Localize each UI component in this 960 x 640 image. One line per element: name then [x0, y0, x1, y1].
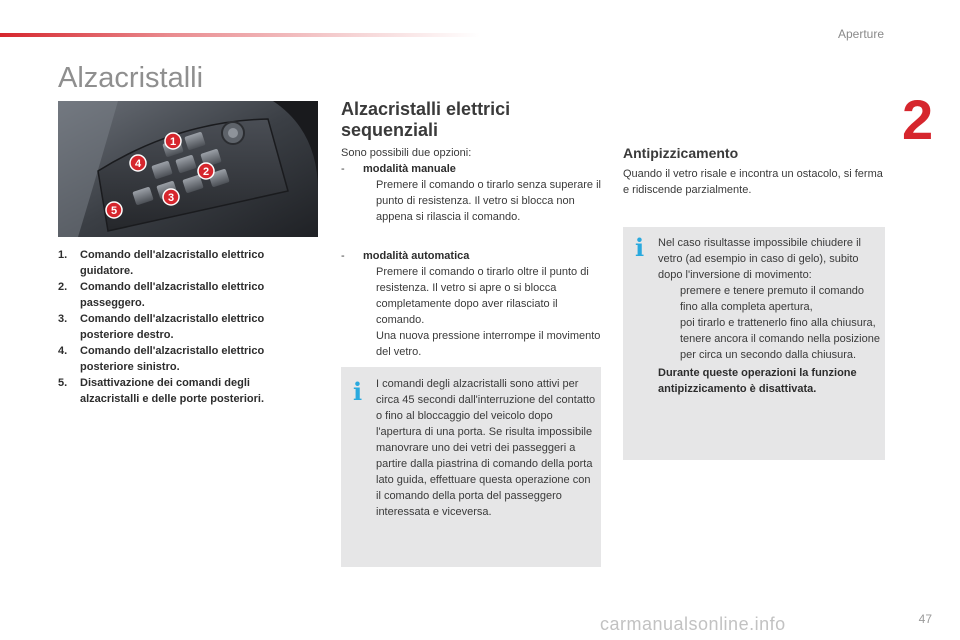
info-box-timeout [341, 367, 601, 567]
watermark: carmanualsonline.info [600, 614, 786, 634]
anti-pinch-step: poi tirarlo e trattenerlo fino alla chiusura, [658, 315, 882, 331]
door-switch-illustration [58, 101, 318, 237]
bullet-icon [363, 177, 376, 225]
legend-item: 4. Comando dell'alzacristallo elettrico posteriore sinistro. [58, 345, 265, 373]
callout-4 [130, 155, 146, 171]
section-label: Aperture [837, 27, 884, 41]
bullet-icon [658, 331, 680, 363]
legend-item: 5. Disattivazione dei comandi degli alzacristalli e delle porte posteriori. [58, 377, 265, 405]
bullet-icon [363, 328, 376, 360]
bullet-icon [363, 264, 376, 328]
auto-step: Una nuova pressione interrompe il movimento del vetro. [341, 328, 601, 360]
anti-pinch-step: premere e tenere premuto il comando fino alla completa apertura, [658, 283, 882, 315]
callout-2 [198, 163, 214, 179]
auto-mode-label: modalità automatica [363, 250, 470, 262]
page-title: Alzacristalli [58, 62, 204, 94]
info-text: I comandi degli alzacristalli sono attivi per circa 45 secondi dall'interruzione del contatto o fino al bloccaggio del veicolo dopo l'apertura di una porta. Se risulta impossibile manovrare uno dei vetri dei passeggeri a partire dalla piastrina di comando della porta lato guida, effettuare questa operazione con il comando della porta del passeggero interessata e viceversa. [376, 378, 596, 518]
info-icon: i [353, 377, 363, 406]
page-number: 47 [918, 612, 932, 626]
door-switch-photo [58, 101, 318, 237]
manual-step: Premere il comando o tirarlo senza superare il punto di resistenza. Il vetro si blocca non appena si rilascia il comando. [341, 177, 601, 225]
info-warning: Durante queste operazioni la funzione antipizzicamento è disattivata. [658, 367, 857, 395]
info-icon: i [635, 233, 645, 262]
callout-5 [106, 202, 122, 218]
anti-pinch-title: Antipizzicamento [623, 145, 739, 161]
svg-text:2: 2 [202, 166, 210, 178]
bullet-icon [658, 283, 680, 315]
options-intro: Sono possibili due opzioni: [341, 147, 472, 159]
info-intro: Nel caso risultasse impossibile chiudere il vetro (ad esempio in caso di gelo), subito dopo l'inversione di movimento: [658, 237, 861, 281]
info-box-anti-pinch [623, 227, 885, 460]
callout-3 [163, 189, 179, 205]
callout-legend [58, 247, 308, 407]
legend-item: 2. Comando dell'alzacristallo elettrico passeggero. [58, 281, 265, 309]
manual-mode-label: modalità manuale [363, 163, 456, 175]
bullet-icon [658, 315, 680, 331]
chapter-number: 2 [902, 88, 934, 151]
svg-text:4: 4 [134, 158, 142, 170]
auto-step: Premere il comando o tirarlo oltre il punto di resistenza. Il vetro si apre o si blocca completamente dopo aver rilasciato il comando. [341, 264, 601, 328]
anti-pinch-text: Quando il vetro risale e incontra un ostacolo, si ferma e ridiscende parzialmente. [623, 168, 883, 196]
sequential-windows-title: Alzacristalli elettrici sequenziali [341, 99, 511, 140]
auto-mode-block: - modalità automatica Premere il comando o tirarlo oltre il punto di resistenza. Il vetro si apre o si blocca completamente dopo aver rilasciato il comando. Una nuova pressione interrompe il movimento del vetro. [341, 250, 601, 358]
callout-1 [165, 133, 181, 149]
legend-item: 1. Comando dell'alzacristallo elettrico guidatore. [58, 249, 265, 277]
svg-text:3: 3 [167, 192, 175, 204]
anti-pinch-step: tenere ancora il comando nella posizione per circa un secondo dalla chiusura. [658, 331, 882, 363]
header-gradient-bar [0, 33, 480, 37]
manual-mode-block: - modalità manuale Premere il comando o tirarlo senza superare il punto di resistenza. Il vetro si blocca non appena si rilascia il comando. [341, 163, 601, 223]
legend-item: 3. Comando dell'alzacristallo elettrico posteriore destro. [58, 313, 265, 341]
svg-text:5: 5 [110, 205, 118, 217]
svg-text:1: 1 [169, 136, 177, 148]
